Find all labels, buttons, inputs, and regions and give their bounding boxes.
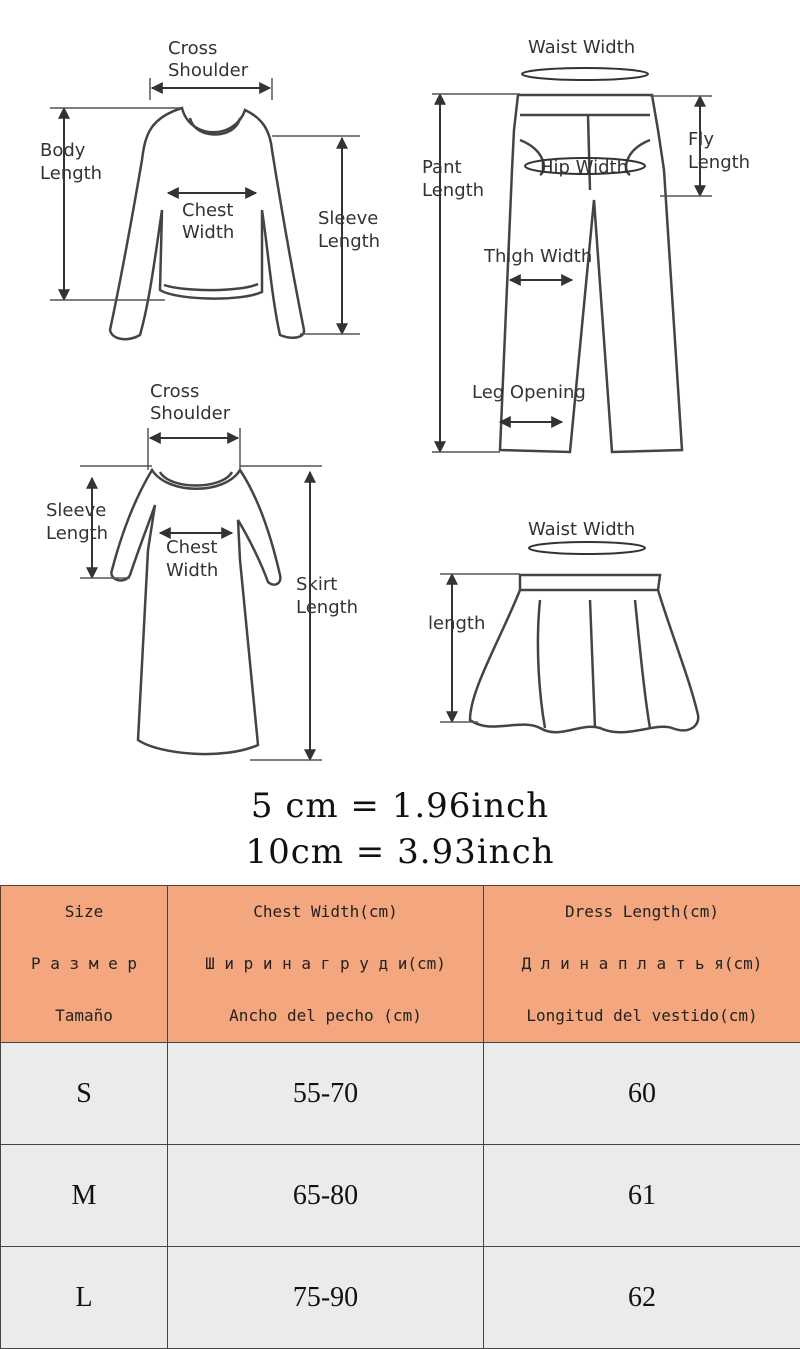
- pants-pant-length-l2: Length: [422, 180, 484, 201]
- dress-drawing: [111, 470, 280, 754]
- cell-chest: 65-80: [168, 1145, 484, 1247]
- size-table-header: [1, 886, 800, 1043]
- dress-sleeve-length-l1: Sleeve: [46, 500, 106, 521]
- cell-length: 62: [484, 1247, 800, 1349]
- size-table: [0, 885, 800, 1349]
- header-length-es: Longitud del vestido(cm): [484, 990, 800, 1042]
- top-body-length-l1: Body: [40, 140, 86, 161]
- pants-pant-length-l1: Pant: [422, 157, 462, 178]
- dress-skirt-length-l2: Length: [296, 597, 358, 618]
- dress-cross-shoulder-l2: Shoulder: [150, 403, 231, 424]
- dress-chest-width-l2: Width: [166, 560, 218, 581]
- table-row: [1, 1247, 800, 1349]
- header-size-en: Size: [1, 886, 167, 938]
- header-chest: [168, 886, 484, 1043]
- cell-length: 61: [484, 1145, 800, 1247]
- top-chest-width-l1: Chest: [182, 200, 234, 221]
- top-cross-shoulder-l2: Shoulder: [168, 60, 249, 81]
- top-cross-shoulder-l1: Cross: [168, 38, 217, 59]
- conversion-line-1: 5 cm = 1.96inch: [0, 786, 800, 826]
- pants-fly-length-l1: Fly: [688, 129, 714, 150]
- top-sleeve-length-l1: Sleeve: [318, 208, 378, 229]
- pants-thigh-width: Thigh Width: [483, 246, 592, 267]
- pants-waist-width: Waist Width: [528, 37, 635, 58]
- header-size-ru: Р а з м е р: [1, 938, 167, 990]
- skirt-drawing: [470, 575, 698, 732]
- cell-size: L: [1, 1247, 168, 1349]
- cell-chest: 55-70: [168, 1043, 484, 1145]
- skirt-length: length: [428, 613, 485, 634]
- top-chest-width-l2: Width: [182, 222, 234, 243]
- dress-cross-shoulder-l1: Cross: [150, 381, 199, 402]
- cell-size: S: [1, 1043, 168, 1145]
- header-length-en: Dress Length(cm): [484, 886, 800, 938]
- top-body-length-l2: Length: [40, 163, 102, 184]
- dress-chest-width-l1: Chest: [166, 537, 218, 558]
- pants-fly-length-l2: Length: [688, 152, 750, 173]
- header-chest-es: Ancho del pecho (cm): [168, 990, 483, 1042]
- dress-skirt-length-l1: Skirt: [296, 574, 337, 595]
- conversion-line-2: 10cm = 3.93inch: [0, 832, 800, 872]
- header-length-ru: Д л и н а п л а т ь я(cm): [484, 938, 800, 990]
- pants-leg-opening: Leg Opening: [472, 382, 586, 403]
- table-row: [1, 1145, 800, 1247]
- skirt-waist-width: Waist Width: [528, 519, 635, 540]
- table-row: [1, 1043, 800, 1145]
- header-size: [1, 886, 168, 1043]
- pants-hip-width: Hip Width: [540, 157, 628, 178]
- header-length: [484, 886, 800, 1043]
- header-size-es: Tamaño: [1, 990, 167, 1042]
- dress-sleeve-length-l2: Length: [46, 523, 108, 544]
- header-chest-en: Chest Width(cm): [168, 886, 483, 938]
- cell-size: M: [1, 1145, 168, 1247]
- cell-length: 60: [484, 1043, 800, 1145]
- header-chest-ru: Ш и р и н а г р у д и(cm): [168, 938, 483, 990]
- top-sleeve-length-l2: Length: [318, 231, 380, 252]
- cell-chest: 75-90: [168, 1247, 484, 1349]
